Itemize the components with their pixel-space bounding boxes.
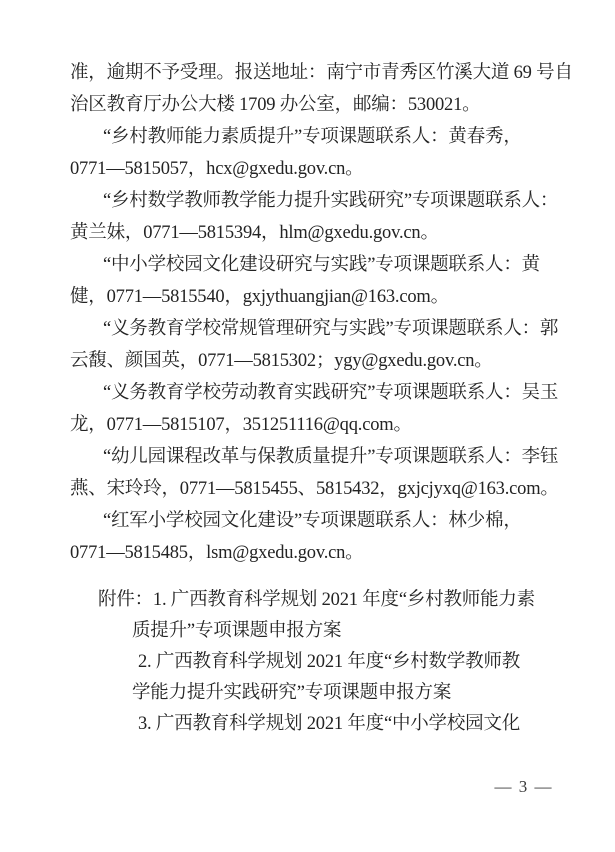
body-line: 0771—5815057，hcx@gxedu.gov.cn。 (70, 159, 364, 179)
body-line: “乡村数学教师教学能力提升实践研究”专项课题联系人： (103, 191, 559, 211)
body-line: 黄兰妹，0771—5815394，hlm@gxedu.gov.cn。 (70, 223, 439, 243)
attachment-line: 学能力提升实践研究”专项课题申报方案 (132, 683, 452, 703)
attachment-line: 附件：1. 广西教育科学规划 2021 年度“乡村教师能力素 (98, 590, 535, 610)
attachments-section (98, 585, 588, 740)
body-line: “红军小学校园文化建设”专项课题联系人：林少棉， (103, 511, 522, 531)
body-line: “义务教育学校常规管理研究与实践”专项课题联系人：郭 (103, 319, 559, 339)
document-body (70, 57, 588, 569)
body-line: 0771—5815485，lsm@gxedu.gov.cn。 (70, 543, 364, 563)
attachment-line: 2. 广西教育科学规划 2021 年度“乡村数学教师教 (138, 652, 521, 672)
attachment-line: 3. 广西教育科学规划 2021 年度“中小学校园文化 (138, 714, 521, 734)
body-line: 治区教育厅办公大楼 1709 办公室，邮编：530021。 (70, 95, 481, 115)
body-line: “义务教育学校劳动教育实践研究”专项课题联系人：吴玉 (103, 383, 559, 403)
attachment-line: 质提升”专项课题申报方案 (132, 621, 342, 641)
body-line: 健，0771—5815540，gxjythuangjian@163.com。 (70, 287, 449, 307)
body-line: 燕、宋玲玲，0771—5815455、5815432，gxjcjyxq@163.com。 (70, 479, 559, 499)
body-line: 准，逾期不予受理。报送地址：南宁市青秀区竹溪大道 69 号自 (70, 63, 573, 83)
body-line: “中小学校园文化建设研究与实践”专项课题联系人：黄 (103, 255, 540, 275)
body-line: “乡村教师能力素质提升”专项课题联系人：黄春秀， (103, 127, 522, 147)
page-number: — 3 — (494, 777, 553, 796)
body-line: 云馥、颜国英，0771—5815302；ygy@gxedu.gov.cn。 (70, 351, 493, 371)
body-line: 龙，0771—5815107，351251116@qq.com。 (70, 415, 412, 435)
body-line: “幼儿园课程改革与保教质量提升”专项课题联系人：李钰 (103, 447, 559, 467)
